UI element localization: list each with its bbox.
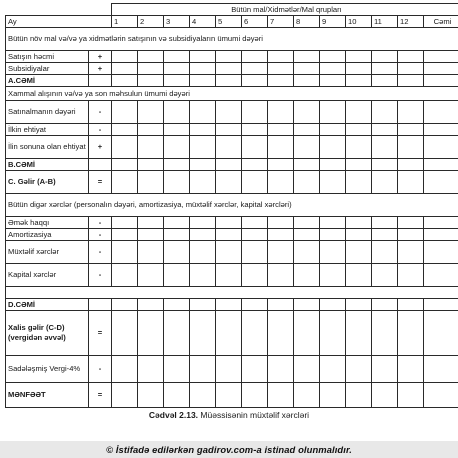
row-sign: - [89,264,112,287]
month-2: 2 [138,16,164,28]
table-row [6,159,458,171]
row-label: İlkin ehtiyat [6,124,89,136]
table-caption [0,410,458,420]
table-row [6,136,458,159]
table-row [6,356,458,383]
header-month-row [6,16,458,28]
row-sign: + [89,136,112,159]
month-5: 5 [216,16,242,28]
row-label: Kapital xərclər [6,264,89,287]
table-row [6,171,458,194]
income-label: C. Gəlir (A-B) [6,171,89,194]
revenue-heading: Bütün növ mal və/və ya xidmətlərin satışının və subsidiyaların ümumi dəyəri [6,28,458,51]
row-sign: - [89,356,112,383]
spacer-row [6,287,458,299]
row-label: Satışın həcmi [6,51,89,63]
row-label: Əmək haqqı [6,217,89,229]
total-d-label: D.CƏMİ [6,299,89,311]
table-row [6,311,458,356]
row-label: Satınalmanın dəyəri [6,101,89,124]
table-row [6,124,458,136]
table-row [6,101,458,124]
table-row [6,51,458,63]
row-sign: = [89,311,112,356]
caption-text: Müəssisənin müxtəlif xərcləri [200,410,310,420]
profit-label: MƏNFƏƏT [6,383,89,408]
table-row [6,299,458,311]
table-row [6,75,458,87]
copyright-footer: © İstifadə edilərkən gadirov.com-a istinad olunmalıdır. [0,441,458,458]
table-row [6,383,458,408]
table-row [6,241,458,264]
raw-heading-row [6,87,458,101]
month-3: 3 [164,16,190,28]
caption-number: Cədvəl 2.13. [148,410,199,420]
row-sign: - [89,241,112,264]
row-sign: = [89,383,112,408]
group-title: Bütün mal/Xidmətlər/Mal qrupları [112,4,458,16]
row-label: Sadələşmiş Vergi-4% [6,356,89,383]
total-header: Cəmi [424,16,458,28]
row-sign: + [89,51,112,63]
row-sign: - [89,124,112,136]
net-income-label: Xalis gəlir (C-D) (vergidən əvvəl) [6,311,89,356]
revenue-heading-row [6,28,458,51]
row-label: İlin sonuna olan ehtiyat [6,136,89,159]
header-group-row [6,4,458,16]
table-row [6,264,458,287]
row-sign: + [89,63,112,75]
raw-heading: Xammal alışının və/və ya son məhsulun ümumi dəyəri [6,87,458,101]
row-label: Subsidiyalar [6,63,89,75]
month-label: Ay [6,16,112,28]
month-11: 11 [372,16,398,28]
month-1: 1 [112,16,138,28]
row-sign: = [89,171,112,194]
row-sign: - [89,101,112,124]
row-sign: - [89,217,112,229]
other-heading: Bütün digər xərclər (personalın dəyəri, amortizasiya, müxtəlif xərclər, kapital xərcləri) [6,194,458,217]
row-sign: - [89,229,112,241]
month-6: 6 [242,16,268,28]
row-label: Amortizasiya [6,229,89,241]
month-9: 9 [320,16,346,28]
month-4: 4 [190,16,216,28]
expense-table [5,3,458,408]
month-7: 7 [268,16,294,28]
table-row [6,217,458,229]
total-b-label: B.CƏMİ [6,159,89,171]
month-12: 12 [398,16,424,28]
table-row [6,63,458,75]
row-label: Müxtəlif xərclər [6,241,89,264]
month-8: 8 [294,16,320,28]
other-heading-row [6,194,458,217]
month-10: 10 [346,16,372,28]
table-row [6,229,458,241]
total-a-label: A.CƏMİ [6,75,89,87]
